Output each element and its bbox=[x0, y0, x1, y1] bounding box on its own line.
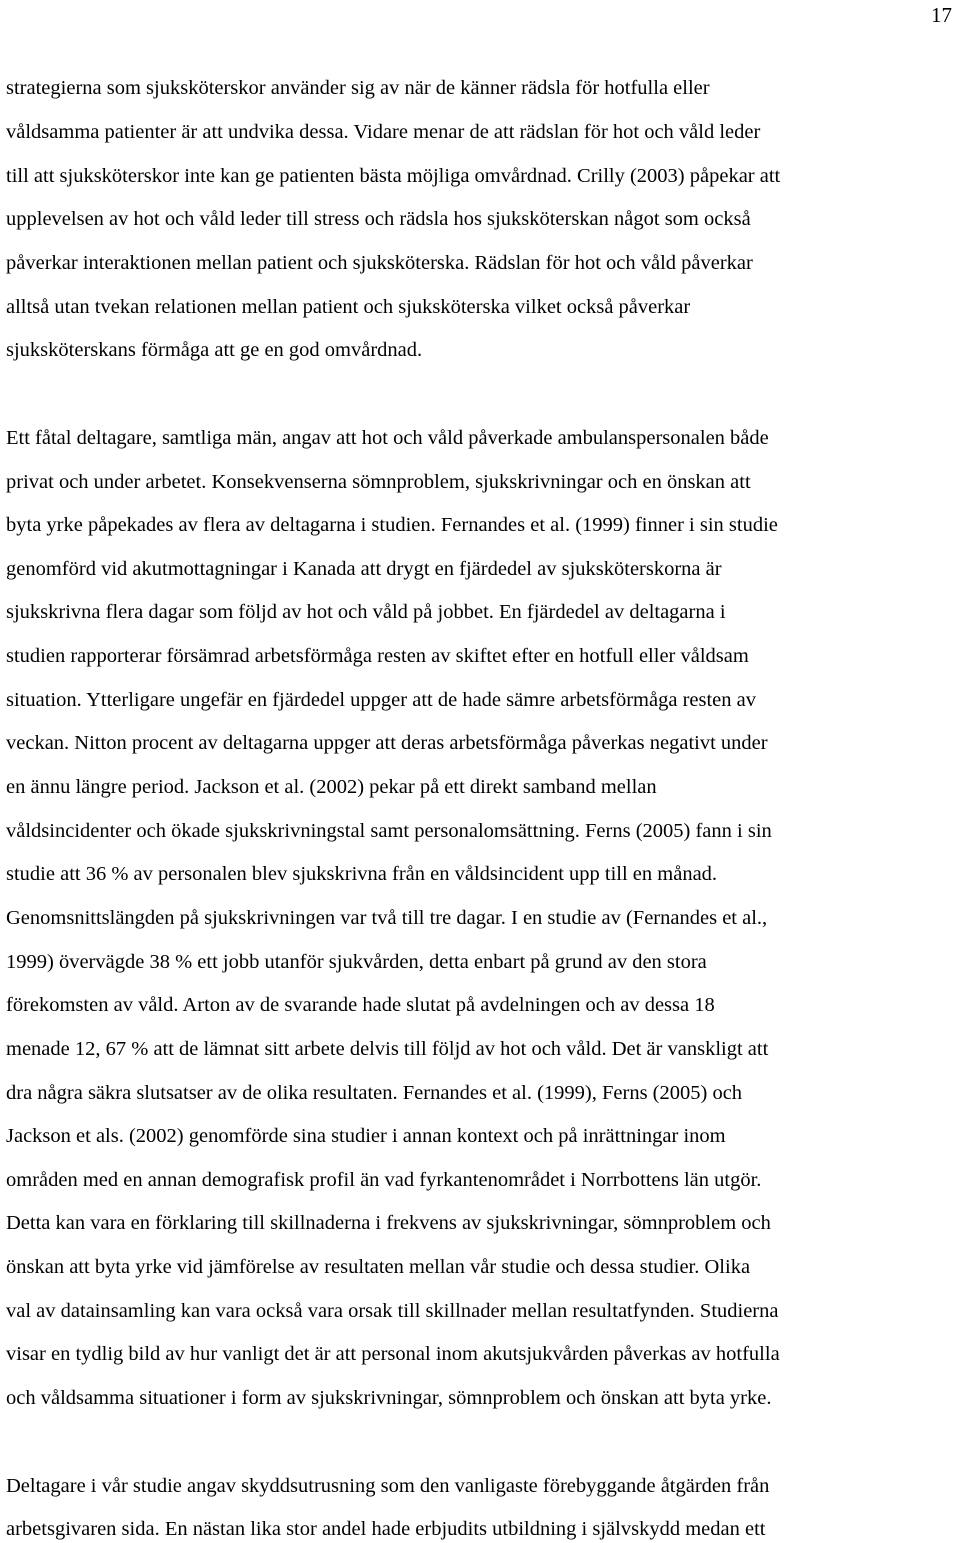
text-line: sjuksköterskans förmåga att ge en god omvårdnad. bbox=[6, 339, 423, 361]
text-line: val av datainsamling kan vara också vara orsak till skillnader mellan resultatfynden. Studierna bbox=[6, 1300, 779, 1322]
text-line: alltså utan tvekan relationen mellan patient och sjuksköterska vilket också påverkar bbox=[6, 296, 691, 318]
text-line: Genomsnittslängden på sjukskrivningen var två till tre dagar. I en studie av (Fernandes et al., bbox=[6, 907, 768, 929]
text-line: Jackson et als. (2002) genomförde sina studier i annan kontext och på inrättningar inom bbox=[6, 1125, 726, 1147]
text-line: sjukskrivna flera dagar som följd av hot och våld på jobbet. En fjärdedel av deltagarna i bbox=[6, 601, 726, 623]
text-line: och våldsamma situationer i form av sjukskrivningar, sömnproblem och önskan att byta yrke. bbox=[6, 1387, 772, 1409]
text-line: visar en tydlig bild av hur vanligt det är att personal inom akutsjukvården påverkas av hotfulla bbox=[6, 1343, 780, 1365]
page-number: 17 bbox=[931, 3, 952, 27]
text-line: Ett fåtal deltagare, samtliga män, angav att hot och våld påverkade ambulanspersonalen både bbox=[6, 427, 769, 449]
text-line: en ännu längre period. Jackson et al. (2002) pekar på ett direkt samband mellan bbox=[6, 776, 657, 798]
text-line: våldsamma patienter är att undvika dessa. Vidare menar de att rädslan för hot och våld leder bbox=[6, 121, 761, 143]
text-line: privat och under arbetet. Konsekvenserna sömnproblem, sjukskrivningar och en önskan att bbox=[6, 471, 751, 493]
text-line: 1999) övervägde 38 % ett jobb utanför sjukvården, detta enbart på grund av den stora bbox=[6, 951, 707, 973]
text-line: situation. Ytterligare ungefär en fjärdedel uppger att de hade sämre arbetsförmåga resten av bbox=[6, 689, 757, 711]
text-line: studie att 36 % av personalen blev sjukskrivna från en våldsincident upp till en månad. bbox=[6, 863, 718, 885]
text-line: dra några säkra slutsatser av de olika resultaten. Fernandes et al. (1999), Ferns (2005) och bbox=[6, 1082, 743, 1104]
text-line: menade 12, 67 % att de lämnat sitt arbete delvis till följd av hot och våld. Det är vanskligt att bbox=[6, 1038, 769, 1060]
text-line: förekomsten av våld. Arton av de svarande hade slutat på avdelningen och av dessa 18 bbox=[6, 994, 715, 1016]
text-line: genomförd vid akutmottagningar i Kanada att drygt en fjärdedel av sjuksköterskorna är bbox=[6, 558, 722, 580]
text-line: Detta kan vara en förklaring till skillnaderna i frekvens av sjukskrivningar, sömnproblem och bbox=[6, 1212, 771, 1234]
text-line: byta yrke påpekades av flera av deltagarna i studien. Fernandes et al. (1999) finner i sin studie bbox=[6, 514, 778, 536]
text-line: önskan att byta yrke vid jämförelse av resultaten mellan vår studie och dessa studier. Olika bbox=[6, 1256, 751, 1278]
text-line: studien rapporterar försämrad arbetsförmåga resten av skiftet efter en hotfull eller våldsam bbox=[6, 645, 749, 667]
text-line: strategierna som sjuksköterskor använder sig av när de känner rädsla för hotfulla eller bbox=[6, 77, 710, 99]
text-line: till att sjuksköterskor inte kan ge patienten bästa möjliga omvårdnad. Crilly (2003) påpekar att bbox=[6, 165, 781, 187]
text-line: påverkar interaktionen mellan patient och sjuksköterska. Rädslan för hot och våld påverkar bbox=[6, 252, 753, 274]
text-line: arbetsgivaren sida. En nästan lika stor andel hade erbjudits utbildning i självskydd medan ett bbox=[6, 1518, 766, 1540]
text-line: Deltagare i vår studie angav skyddsutrusning som den vanligaste förebyggande åtgärden från bbox=[6, 1475, 770, 1497]
text-line: veckan. Nitton procent av deltagarna uppger att deras arbetsförmåga påverkas negativt under bbox=[6, 732, 768, 754]
text-line: våldsincidenter och ökade sjukskrivningstal samt personalomsättning. Ferns (2005) fann i sin bbox=[6, 820, 772, 842]
text-line: upplevelsen av hot och våld leder till stress och rädsla hos sjuksköterskan något som också bbox=[6, 208, 751, 230]
text-line: områden med en annan demografisk profil än vad fyrkantenområdet i Norrbottens län utgör. bbox=[6, 1169, 762, 1191]
